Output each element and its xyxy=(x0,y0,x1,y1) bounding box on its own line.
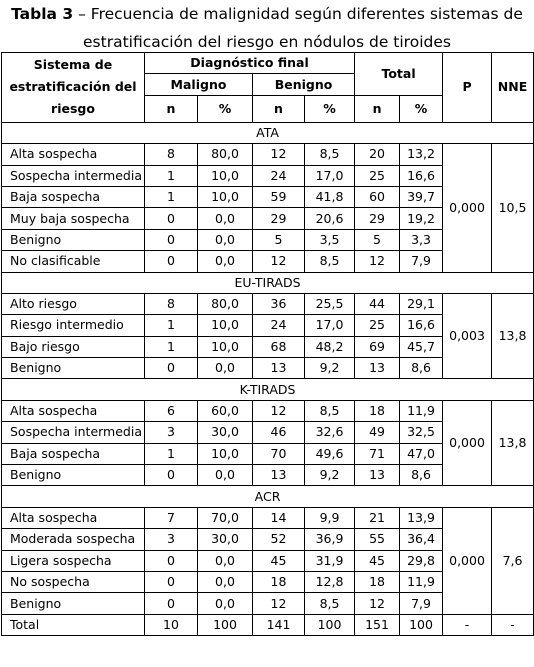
cell-total-pct: 16,6 xyxy=(400,165,443,186)
cell-benign-pct: 17,0 xyxy=(305,315,355,336)
cell-malignant-n: 1 xyxy=(145,336,198,357)
cell-malignant-n: 0 xyxy=(145,550,198,571)
row-label: Baja sospecha xyxy=(2,186,145,207)
cell-benign-pct: 9,2 xyxy=(305,465,355,486)
row-label: Alta sospecha xyxy=(2,400,145,421)
row-label: Ligera sospecha xyxy=(2,550,145,571)
cell-total-pct: 13,9 xyxy=(400,507,443,528)
row-label: Alta sospecha xyxy=(2,507,145,528)
cell-malignant-pct: 10,0 xyxy=(198,315,253,336)
cell-total-pct: 47,0 xyxy=(400,443,443,464)
cell-malignant-pct: 60,0 xyxy=(198,400,253,421)
cell-total-n: 20 xyxy=(355,144,400,165)
row-label: Bajo riesgo xyxy=(2,336,145,357)
total-cell-total-pct: 100 xyxy=(400,614,443,635)
cell-malignant-n: 1 xyxy=(145,315,198,336)
row-label: No sospecha xyxy=(2,571,145,592)
total-cell-p-value: - xyxy=(443,614,492,635)
cell-benign-n: 52 xyxy=(253,529,305,550)
cell-benign-n: 12 xyxy=(253,400,305,421)
caption-text: – Frecuencia de malignidad según diferentes sistemas de estratificación del riesgo en nódulos de tiroides xyxy=(73,5,523,51)
row-label: Sospecha intermedia xyxy=(2,165,145,186)
cell-total-pct: 29,1 xyxy=(400,293,443,314)
row-label: Baja sospecha xyxy=(2,443,145,464)
cell-benign-pct: 12,8 xyxy=(305,571,355,592)
cell-benign-pct: 9,9 xyxy=(305,507,355,528)
cell-total-pct: 7,9 xyxy=(400,593,443,614)
cell-malignant-n: 0 xyxy=(145,358,198,379)
cell-malignant-pct: 10,0 xyxy=(198,443,253,464)
malignancy-table xyxy=(1,52,534,636)
total-cell-malignant-n: 10 xyxy=(145,614,198,635)
cell-p-value: 0,003 xyxy=(443,293,492,379)
cell-benign-n: 24 xyxy=(253,315,305,336)
cell-total-pct: 8,6 xyxy=(400,358,443,379)
cell-malignant-n: 0 xyxy=(145,571,198,592)
cell-total-n: 60 xyxy=(355,186,400,207)
cell-malignant-pct: 0,0 xyxy=(198,571,253,592)
header-benign-n: n xyxy=(253,95,305,122)
total-cell-nne: - xyxy=(492,614,534,635)
header-p: P xyxy=(443,53,492,123)
cell-malignant-pct: 0,0 xyxy=(198,251,253,272)
row-label: Benigno xyxy=(2,465,145,486)
cell-total-n: 13 xyxy=(355,358,400,379)
cell-malignant-n: 8 xyxy=(145,144,198,165)
cell-malignant-pct: 30,0 xyxy=(198,529,253,550)
total-row xyxy=(2,614,534,635)
cell-nne: 10,5 xyxy=(492,144,534,272)
row-label: Benigno xyxy=(2,229,145,250)
header-malignant-pct: % xyxy=(198,95,253,122)
cell-total-n: 13 xyxy=(355,465,400,486)
cell-malignant-n: 1 xyxy=(145,443,198,464)
cell-total-n: 44 xyxy=(355,293,400,314)
cell-malignant-pct: 80,0 xyxy=(198,144,253,165)
cell-p-value: 0,000 xyxy=(443,507,492,614)
header-malignant: Maligno xyxy=(145,74,253,95)
cell-total-n: 18 xyxy=(355,571,400,592)
total-cell-benign-n: 141 xyxy=(253,614,305,635)
cell-benign-n: 14 xyxy=(253,507,305,528)
row-label: Muy baja sospecha xyxy=(2,208,145,229)
cell-malignant-pct: 10,0 xyxy=(198,165,253,186)
cell-nne: 13,8 xyxy=(492,400,534,486)
row-label: Riesgo intermedio xyxy=(2,315,145,336)
cell-p-value: 0,000 xyxy=(443,400,492,486)
cell-total-pct: 36,4 xyxy=(400,529,443,550)
section-row xyxy=(2,486,534,507)
cell-benign-n: 24 xyxy=(253,165,305,186)
cell-benign-n: 12 xyxy=(253,144,305,165)
cell-total-n: 25 xyxy=(355,165,400,186)
cell-total-pct: 11,9 xyxy=(400,571,443,592)
cell-nne: 7,6 xyxy=(492,507,534,614)
cell-p-value: 0,000 xyxy=(443,144,492,272)
cell-total-pct: 19,2 xyxy=(400,208,443,229)
cell-total-pct: 39,7 xyxy=(400,186,443,207)
row-label: No clasificable xyxy=(2,251,145,272)
total-cell-benign-pct: 100 xyxy=(305,614,355,635)
cell-total-pct: 45,7 xyxy=(400,336,443,357)
row-label: Moderada sospecha xyxy=(2,529,145,550)
cell-total-n: 69 xyxy=(355,336,400,357)
cell-malignant-n: 0 xyxy=(145,465,198,486)
section-row xyxy=(2,122,534,143)
cell-total-n: 29 xyxy=(355,208,400,229)
cell-malignant-pct: 30,0 xyxy=(198,422,253,443)
cell-benign-n: 12 xyxy=(253,593,305,614)
cell-malignant-n: 1 xyxy=(145,165,198,186)
cell-malignant-n: 7 xyxy=(145,507,198,528)
cell-total-n: 12 xyxy=(355,593,400,614)
cell-malignant-n: 6 xyxy=(145,400,198,421)
header-total-pct: % xyxy=(400,95,443,122)
total-cell-malignant-pct: 100 xyxy=(198,614,253,635)
cell-benign-n: 12 xyxy=(253,251,305,272)
cell-benign-pct: 8,5 xyxy=(305,400,355,421)
cell-malignant-n: 1 xyxy=(145,186,198,207)
cell-total-pct: 7,9 xyxy=(400,251,443,272)
section-row xyxy=(2,379,534,400)
cell-benign-n: 68 xyxy=(253,336,305,357)
cell-malignant-pct: 10,0 xyxy=(198,336,253,357)
cell-benign-n: 46 xyxy=(253,422,305,443)
cell-benign-pct: 3,5 xyxy=(305,229,355,250)
table-body xyxy=(2,122,534,635)
header-nne: NNE xyxy=(492,53,534,123)
cell-benign-pct: 9,2 xyxy=(305,358,355,379)
cell-benign-pct: 8,5 xyxy=(305,251,355,272)
total-cell-total-n: 151 xyxy=(355,614,400,635)
cell-malignant-pct: 0,0 xyxy=(198,465,253,486)
cell-total-pct: 13,2 xyxy=(400,144,443,165)
header-malignant-n: n xyxy=(145,95,198,122)
cell-malignant-pct: 0,0 xyxy=(198,358,253,379)
cell-total-n: 21 xyxy=(355,507,400,528)
header-total-n: n xyxy=(355,95,400,122)
cell-total-pct: 3,3 xyxy=(400,229,443,250)
cell-benign-n: 45 xyxy=(253,550,305,571)
cell-benign-pct: 49,6 xyxy=(305,443,355,464)
cell-benign-n: 36 xyxy=(253,293,305,314)
cell-benign-n: 29 xyxy=(253,208,305,229)
cell-total-n: 5 xyxy=(355,229,400,250)
cell-benign-pct: 36,9 xyxy=(305,529,355,550)
cell-benign-pct: 25,5 xyxy=(305,293,355,314)
section-title: EU-TIRADS xyxy=(2,272,534,293)
cell-malignant-pct: 0,0 xyxy=(198,593,253,614)
cell-malignant-n: 3 xyxy=(145,422,198,443)
cell-total-n: 18 xyxy=(355,400,400,421)
cell-benign-n: 70 xyxy=(253,443,305,464)
cell-benign-pct: 8,5 xyxy=(305,593,355,614)
cell-nne: 13,8 xyxy=(492,293,534,379)
cell-benign-pct: 41,8 xyxy=(305,186,355,207)
cell-total-n: 45 xyxy=(355,550,400,571)
cell-total-n: 55 xyxy=(355,529,400,550)
header-benign: Benigno xyxy=(253,74,355,95)
table-row xyxy=(2,293,534,314)
cell-benign-pct: 32,6 xyxy=(305,422,355,443)
row-label: Sospecha intermedia xyxy=(2,422,145,443)
cell-malignant-pct: 80,0 xyxy=(198,293,253,314)
cell-malignant-n: 0 xyxy=(145,251,198,272)
cell-total-pct: 32,5 xyxy=(400,422,443,443)
cell-malignant-pct: 0,0 xyxy=(198,208,253,229)
table-row xyxy=(2,507,534,528)
cell-benign-pct: 20,6 xyxy=(305,208,355,229)
cell-malignant-pct: 0,0 xyxy=(198,550,253,571)
cell-total-n: 49 xyxy=(355,422,400,443)
cell-malignant-n: 3 xyxy=(145,529,198,550)
cell-total-n: 25 xyxy=(355,315,400,336)
section-title: ATA xyxy=(2,122,534,143)
cell-total-pct: 11,9 xyxy=(400,400,443,421)
section-title: ACR xyxy=(2,486,534,507)
cell-malignant-pct: 0,0 xyxy=(198,229,253,250)
header-system: Sistema de estratificación del riesgo xyxy=(2,53,145,123)
cell-benign-n: 5 xyxy=(253,229,305,250)
header-benign-pct: % xyxy=(305,95,355,122)
cell-total-n: 12 xyxy=(355,251,400,272)
row-label: Alto riesgo xyxy=(2,293,145,314)
cell-malignant-n: 8 xyxy=(145,293,198,314)
cell-benign-pct: 17,0 xyxy=(305,165,355,186)
cell-benign-n: 13 xyxy=(253,358,305,379)
cell-benign-n: 13 xyxy=(253,465,305,486)
cell-benign-pct: 31,9 xyxy=(305,550,355,571)
row-label: Benigno xyxy=(2,358,145,379)
cell-total-pct: 8,6 xyxy=(400,465,443,486)
cell-malignant-n: 0 xyxy=(145,229,198,250)
cell-malignant-n: 0 xyxy=(145,593,198,614)
caption-label: Tabla 3 xyxy=(11,5,74,23)
cell-total-pct: 29,8 xyxy=(400,550,443,571)
section-row xyxy=(2,272,534,293)
section-title: K-TIRADS xyxy=(2,379,534,400)
cell-malignant-pct: 70,0 xyxy=(198,507,253,528)
cell-malignant-n: 0 xyxy=(145,208,198,229)
table-row xyxy=(2,400,534,421)
table-row xyxy=(2,144,534,165)
row-label: Alta sospecha xyxy=(2,144,145,165)
cell-total-pct: 16,6 xyxy=(400,315,443,336)
cell-malignant-pct: 10,0 xyxy=(198,186,253,207)
cell-benign-pct: 48,2 xyxy=(305,336,355,357)
header-total: Total xyxy=(355,53,443,96)
cell-benign-pct: 8,5 xyxy=(305,144,355,165)
cell-total-n: 71 xyxy=(355,443,400,464)
cell-benign-n: 59 xyxy=(253,186,305,207)
row-label: Benigno xyxy=(2,593,145,614)
total-label: Total xyxy=(2,614,145,635)
header-diagnosis: Diagnóstico final xyxy=(145,53,355,74)
cell-benign-n: 18 xyxy=(253,571,305,592)
table-caption xyxy=(0,0,534,52)
